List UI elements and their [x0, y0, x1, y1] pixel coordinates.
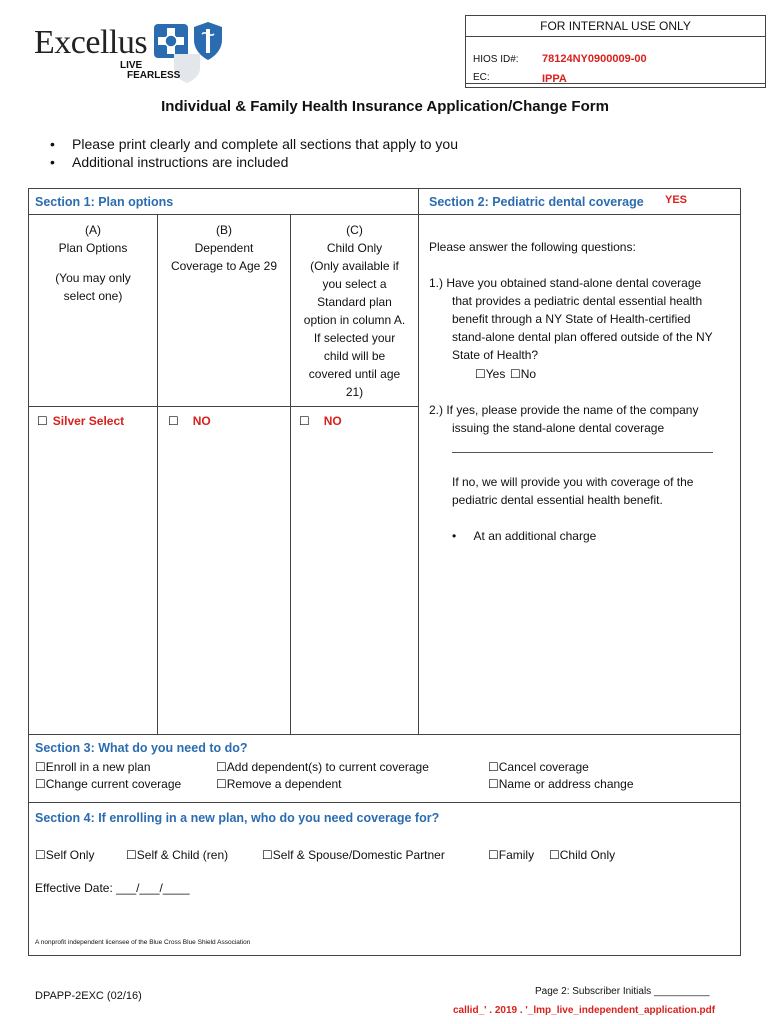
- question1-line: 1.) Have you obtained stand-alone dental coverage: [429, 276, 702, 290]
- remove-dependent-label: Remove a dependent: [226, 777, 342, 791]
- change-coverage-label: Change current coverage: [45, 777, 182, 791]
- enroll-new-plan-checkbox[interactable]: [35, 759, 151, 775]
- col-c-letter: (C): [346, 223, 363, 237]
- checkbox-icon[interactable]: ☐: [37, 414, 48, 428]
- question1-line: that provides a pediatric dental essential health: [452, 294, 703, 308]
- checkbox-icon[interactable]: ☐: [549, 848, 560, 862]
- checkbox-icon[interactable]: ☐: [35, 848, 46, 862]
- child-only-checkbox[interactable]: [299, 413, 342, 429]
- dental-answer-value: YES: [665, 194, 688, 206]
- call-id: callid_' . 2019 . '_lmp_live_independent_application.pdf: [453, 1005, 716, 1016]
- question1-line: State of Health?: [452, 348, 539, 362]
- q1-yes-checkbox[interactable]: [475, 366, 505, 382]
- self-only-checkbox[interactable]: [35, 847, 94, 863]
- col-a-header: [29, 221, 157, 305]
- checkbox-icon[interactable]: ☐: [216, 777, 227, 791]
- enroll-new-plan-label: Enroll in a new plan: [45, 760, 151, 774]
- family-label: Family: [498, 848, 535, 862]
- tagline-fearless: FEARLESS: [127, 70, 181, 81]
- add-dependent-checkbox[interactable]: [216, 759, 429, 775]
- hios-label: HIOS ID#:: [473, 54, 519, 65]
- col-c-line: (Only available if: [310, 259, 399, 273]
- col-c-line: child will be: [323, 349, 386, 363]
- additional-charge-text: At an additional charge: [473, 529, 597, 543]
- checkbox-icon[interactable]: ☐: [216, 760, 227, 774]
- section3-title: Section 3: What do you need to do?: [35, 741, 248, 755]
- col-b-letter: (B): [216, 223, 232, 237]
- self-spouse-label: Self & Spouse/Domestic Partner: [272, 848, 445, 862]
- q1-no-checkbox[interactable]: [510, 366, 536, 382]
- internal-use-box: [465, 15, 766, 88]
- checkbox-icon[interactable]: ☐: [168, 414, 179, 428]
- hios-value: 78124NY0900009-00: [542, 53, 647, 65]
- plan-option-checkbox[interactable]: [37, 413, 124, 429]
- cancel-coverage-checkbox[interactable]: [488, 759, 589, 775]
- col-c-line: 21): [345, 385, 364, 399]
- question2-line: 2.) If yes, please provide the name of the company: [429, 403, 699, 417]
- subscriber-initials[interactable]: Page 2: Subscriber Initials __________: [535, 986, 710, 997]
- child-only-coverage-checkbox[interactable]: [549, 847, 615, 863]
- section2-title: Section 2: Pediatric dental coverage: [429, 195, 644, 209]
- question2-line: issuing the stand-alone dental coverage: [452, 421, 665, 435]
- self-only-label: Self Only: [45, 848, 95, 862]
- form-code: DPAPP-2EXC (02/16): [35, 990, 142, 1002]
- add-dependent-label: Add dependent(s) to current coverage: [226, 760, 429, 774]
- if-no-line: If no, we will provide you with coverage of the: [452, 475, 694, 489]
- self-child-label: Self & Child (ren): [136, 848, 229, 862]
- if-no-line: pediatric dental essential health benefit.: [452, 493, 663, 507]
- checkbox-icon[interactable]: ☐: [262, 848, 273, 862]
- checkbox-icon[interactable]: ☐: [475, 367, 486, 381]
- col-c-line: option in column A.: [303, 313, 406, 327]
- col-a-letter: (A): [85, 223, 101, 237]
- internal-header: FOR INTERNAL USE ONLY: [540, 19, 691, 33]
- licensee-note: A nonprofit independent licensee of the Blue Cross Blue Shield Association: [35, 939, 251, 946]
- checkbox-icon[interactable]: ☐: [126, 848, 137, 862]
- self-spouse-checkbox[interactable]: [262, 847, 445, 863]
- question1: [429, 274, 713, 364]
- child-only-value: NO: [323, 414, 342, 428]
- ec-label: EC:: [473, 72, 490, 83]
- section2-intro: Please answer the following questions:: [429, 240, 636, 254]
- checkbox-icon[interactable]: ☐: [488, 777, 499, 791]
- plan-option-value: Silver Select: [52, 414, 125, 428]
- checkbox-icon[interactable]: ☐: [299, 414, 310, 428]
- col-c-line: Standard plan: [317, 295, 392, 309]
- col-c-line: If selected your: [313, 331, 396, 345]
- checkbox-icon[interactable]: ☐: [35, 777, 46, 791]
- if-no-note: [452, 473, 693, 509]
- instruction-item: • Please print clearly and complete all sections that apply to you: [50, 135, 458, 153]
- col-c-line: you select a: [322, 277, 387, 291]
- checkbox-icon[interactable]: ☐: [488, 760, 499, 774]
- col-b-line2: Coverage to Age 29: [170, 259, 278, 273]
- effective-date-field[interactable]: Effective Date: ___/___/____: [35, 881, 190, 895]
- instructions-list: [50, 135, 458, 171]
- dependent-coverage-checkbox[interactable]: [168, 413, 211, 429]
- company-name-field[interactable]: [452, 452, 713, 453]
- ec-value: IPPA: [542, 73, 567, 85]
- tagline-live: LIVE: [120, 60, 143, 71]
- page-title: Individual & Family Health Insurance Application/Change Form: [161, 98, 609, 115]
- checkbox-icon[interactable]: ☐: [35, 760, 46, 774]
- question1-line: benefit through a NY State of Health-certified: [452, 312, 691, 326]
- q1-no-label: No: [520, 367, 537, 381]
- brand-logo: Excellus: [34, 24, 148, 61]
- col-c-header: [291, 221, 418, 401]
- section4-title: Section 4: If enrolling in a new plan, who do you need coverage for?: [35, 811, 440, 825]
- family-checkbox[interactable]: [488, 847, 534, 863]
- checkbox-icon[interactable]: ☐: [510, 367, 521, 381]
- child-only-coverage-label: Child Only: [559, 848, 616, 862]
- self-child-checkbox[interactable]: [126, 847, 228, 863]
- question1-line: stand-alone dental plan offered outside of the NY: [452, 330, 713, 344]
- col-a-line1: Plan Options: [58, 241, 128, 255]
- col-a-line3: select one): [63, 289, 123, 303]
- name-address-change-label: Name or address change: [498, 777, 634, 791]
- remove-dependent-checkbox[interactable]: [216, 776, 342, 792]
- col-b-header: [158, 221, 290, 275]
- col-a-line2: (You may only: [55, 271, 131, 285]
- col-c-line: covered until age: [308, 367, 401, 381]
- bullet-glyph: •: [452, 529, 457, 543]
- col-c-line: Child Only: [326, 241, 383, 255]
- dependent-coverage-value: NO: [192, 414, 211, 428]
- name-address-change-checkbox[interactable]: [488, 776, 634, 792]
- checkbox-icon[interactable]: ☐: [488, 848, 499, 862]
- question2: [429, 401, 698, 437]
- col-b-line1: Dependent: [194, 241, 254, 255]
- cancel-coverage-label: Cancel coverage: [498, 760, 589, 774]
- change-coverage-checkbox[interactable]: [35, 776, 181, 792]
- instruction-item: • Additional instructions are included: [50, 153, 458, 171]
- q1-yes-label: Yes: [485, 367, 506, 381]
- additional-charge-bullet: [452, 527, 596, 545]
- section1-title: Section 1: Plan options: [35, 195, 174, 209]
